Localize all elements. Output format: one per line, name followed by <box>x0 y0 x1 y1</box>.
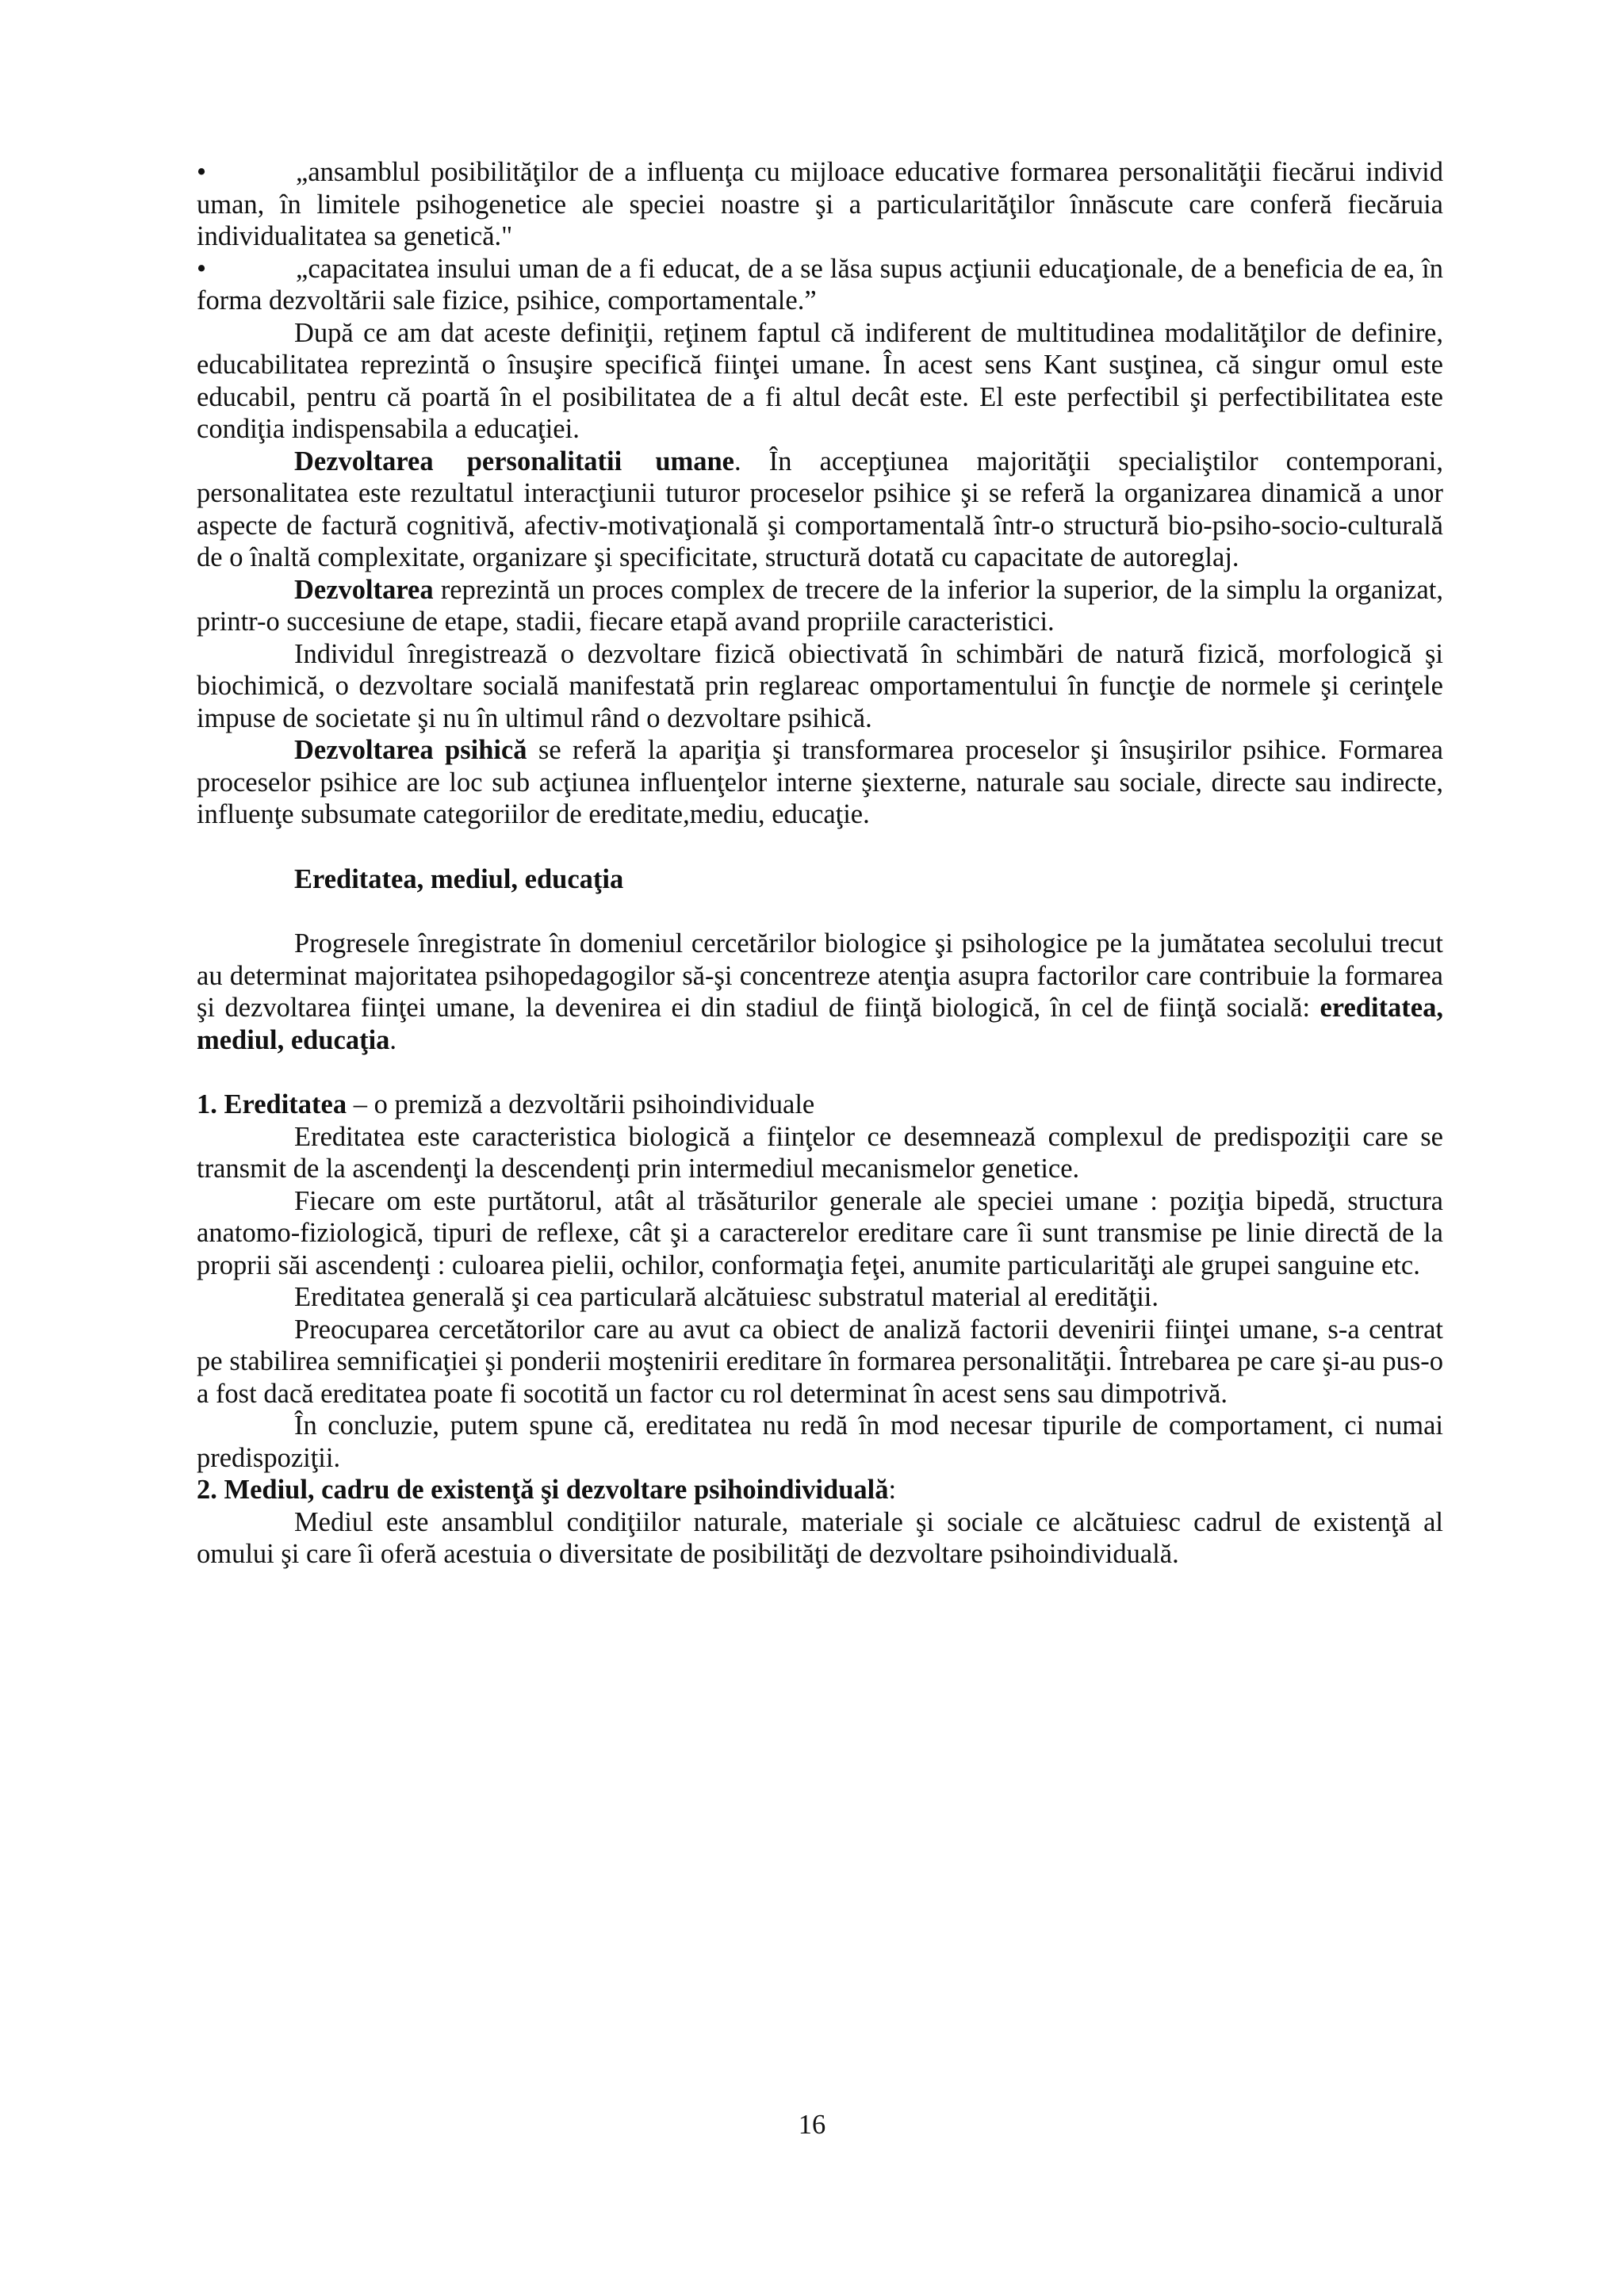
paragraph-text: . În accepţiunea majorităţii specialiştilor contemporani, personalitatea este rezultatul interacţiunii tuturor proceselor psihice şi se referă la organizarea dinamică a unor aspecte de factură cognitivă, afectiv-motivaţională şi comportamentală într-o structură bio-psiho-socio-culturală de o înaltă complexitate, organizare şi specificitate, structură dotată cu capacitate de autoreglaj. <box>197 446 1443 572</box>
section-heading-factori: Ereditatea, mediul, educaţia <box>294 863 624 894</box>
bullet-item-1 <box>197 156 1443 253</box>
term-dezvoltarea-personalitatii: Dezvoltarea personalitatii umane <box>294 446 734 476</box>
paragraph-mediul-1: Mediul este ansamblul condiţiilor naturale, materiale şi sociale ce alcătuiesc cadrul de existenţă al omului şi care îi oferă acestuia o diversitate de posibilităţi de dezvoltare psihoindividuală. <box>197 1506 1443 1569</box>
paragraph-definitii: După ce am dat aceste definiţii, reţinem faptul că indiferent de multitudinea modalităţilor de definire, educabilitatea reprezintă o însuşire specifică fiinţei umane. În acest sens Kant susţinea, că singur omul este educabil, pentru că poartă în el posibilitatea de a fi altul decât este. El este perfectibil şi perfectibilitatea este condiţia indispensabila a educaţiei. <box>197 317 1443 444</box>
paragraph-ereditatea-5: În concluzie, putem spune că, ereditatea nu redă în mod necesar tipurile de comportament, ci numai predispoziţii. <box>197 1410 1443 1473</box>
term-dezvoltarea-psihica: Dezvoltarea psihică <box>294 735 527 765</box>
page-number: 16 <box>798 2110 826 2140</box>
bullet-mark: • <box>197 157 207 187</box>
section-subtitle: – o premiză a dezvoltării psihoindividuale <box>347 1089 815 1119</box>
paragraph-end: . <box>389 1024 397 1055</box>
term-factori: ereditatea, mediul, educaţia <box>197 993 1443 1055</box>
section-subtitle: : <box>888 1475 897 1505</box>
bullet-text: „ansamblul posibilităţilor de a influenţa cu mijloace educative formarea personalităţii fiecărui individ uman, în limitele psihogenetice ale speciei noastre şi a particularităţilor înnăscute care conferă fiecăruia individualitatea sa genetică." <box>197 157 1443 251</box>
spacer <box>197 895 1443 928</box>
section-heading-ereditatea <box>197 1089 1443 1121</box>
paragraph-individul: Individul înregistrează o dezvoltare fizică obiectivată în schimbări de natură fizică, morfologică şi biochimică, o dezvoltare socială manifestată prin reglareac omportamentului în funcţie de normele şi cerinţele impuse de societate şi nu în ultimul rând o dezvoltare psihică. <box>197 638 1443 733</box>
paragraph-ereditatea-3: Ereditatea generală şi cea particulară alcătuiesc substratul material al eredităţii. <box>294 1282 1159 1312</box>
paragraph-ereditatea-2: Fiecare om este purtătorul, atât al trăsăturilor generale ale speciei umane : poziţia bipedă, structura anatomo-fiziologică, tipuri de reflexe, cât şi a caracterelor ereditare care îi sunt transmise pe linie directă de la proprii săi ascendenţi : culoarea pielii, ochilor, conformaţia feţei, anumite particularităţi ale grupei sanguine etc. <box>197 1185 1443 1280</box>
term-dezvoltarea: Dezvoltarea <box>294 574 434 605</box>
paragraph-text: se referă la apariţia şi transformarea proceselor şi însuşirilor psihice. Formarea proceselor psihice are loc sub acţiunea influenţelor interne şiexterne, naturale sau sociale, directe sau indirecte, influenţe subsumate categoriilor de ereditate,mediu, educaţie. <box>197 735 1443 829</box>
paragraph-text: Progresele înregistrate în domeniul cercetărilor biologice şi psihologice pe la jumătatea secolului trecut au determinat majoritatea psihopedagogilor să-şi concentreze atenţia asupra factorilor care contribuie la formarea şi dezvoltarea fiinţei umane, la devenirea ei din stadiul de fiinţă biologică, în cel de fiinţă socială: <box>197 928 1443 1023</box>
paragraph-text: reprezintă un proces complex de trecere de la inferior la superior, de la simplu la organizat, printr-o succesiune de etape, stadii, fiecare etapă avand propriile caracteristici. <box>197 574 1443 637</box>
paragraph-dezvoltarea <box>197 574 1443 638</box>
paragraph-progresele <box>197 928 1443 1056</box>
bullet-text: „capacitatea insului uman de a fi educat, de a se lăsa supus acţiunii educaţionale, de a beneficia de ea, în forma dezvoltării sale fizice, psihice, comportamentale.” <box>197 253 1443 316</box>
section-title: 2. Mediul, cadru de existenţă şi dezvoltare psihoindividuală <box>197 1475 889 1505</box>
spacer <box>197 831 1443 863</box>
paragraph-dezvoltarea-psihica <box>197 734 1443 831</box>
paragraph-personalitate <box>197 446 1443 574</box>
spacer <box>197 1056 1443 1089</box>
paragraph-ereditatea-4: Preocuparea cercetătorilor care au avut ca obiect de analiză factorii devenirii fiinţei umane, s-a centrat pe stabilirea semnificaţiei şi ponderii moştenirii ereditare în formarea personalităţii. Întrebarea pe care şi-au pus-o a fost dacă ereditatea poate fi socotită un factor cu rol determinat în acest sens sau dimpotrivă. <box>197 1314 1443 1409</box>
bullet-item-2 <box>197 253 1443 317</box>
paragraph-ereditatea-1: Ereditatea este caracteristica biologică a fiinţelor ce desemnează complexul de predispoziţii care se transmit de la ascendenţi la descendenţi prin intermediul mecanismelor genetice. <box>197 1121 1443 1184</box>
bullet-mark: • <box>197 253 207 284</box>
section-title: 1. Ereditatea <box>197 1089 347 1119</box>
document-page <box>197 156 1443 1571</box>
section-heading-mediul <box>197 1474 1443 1506</box>
